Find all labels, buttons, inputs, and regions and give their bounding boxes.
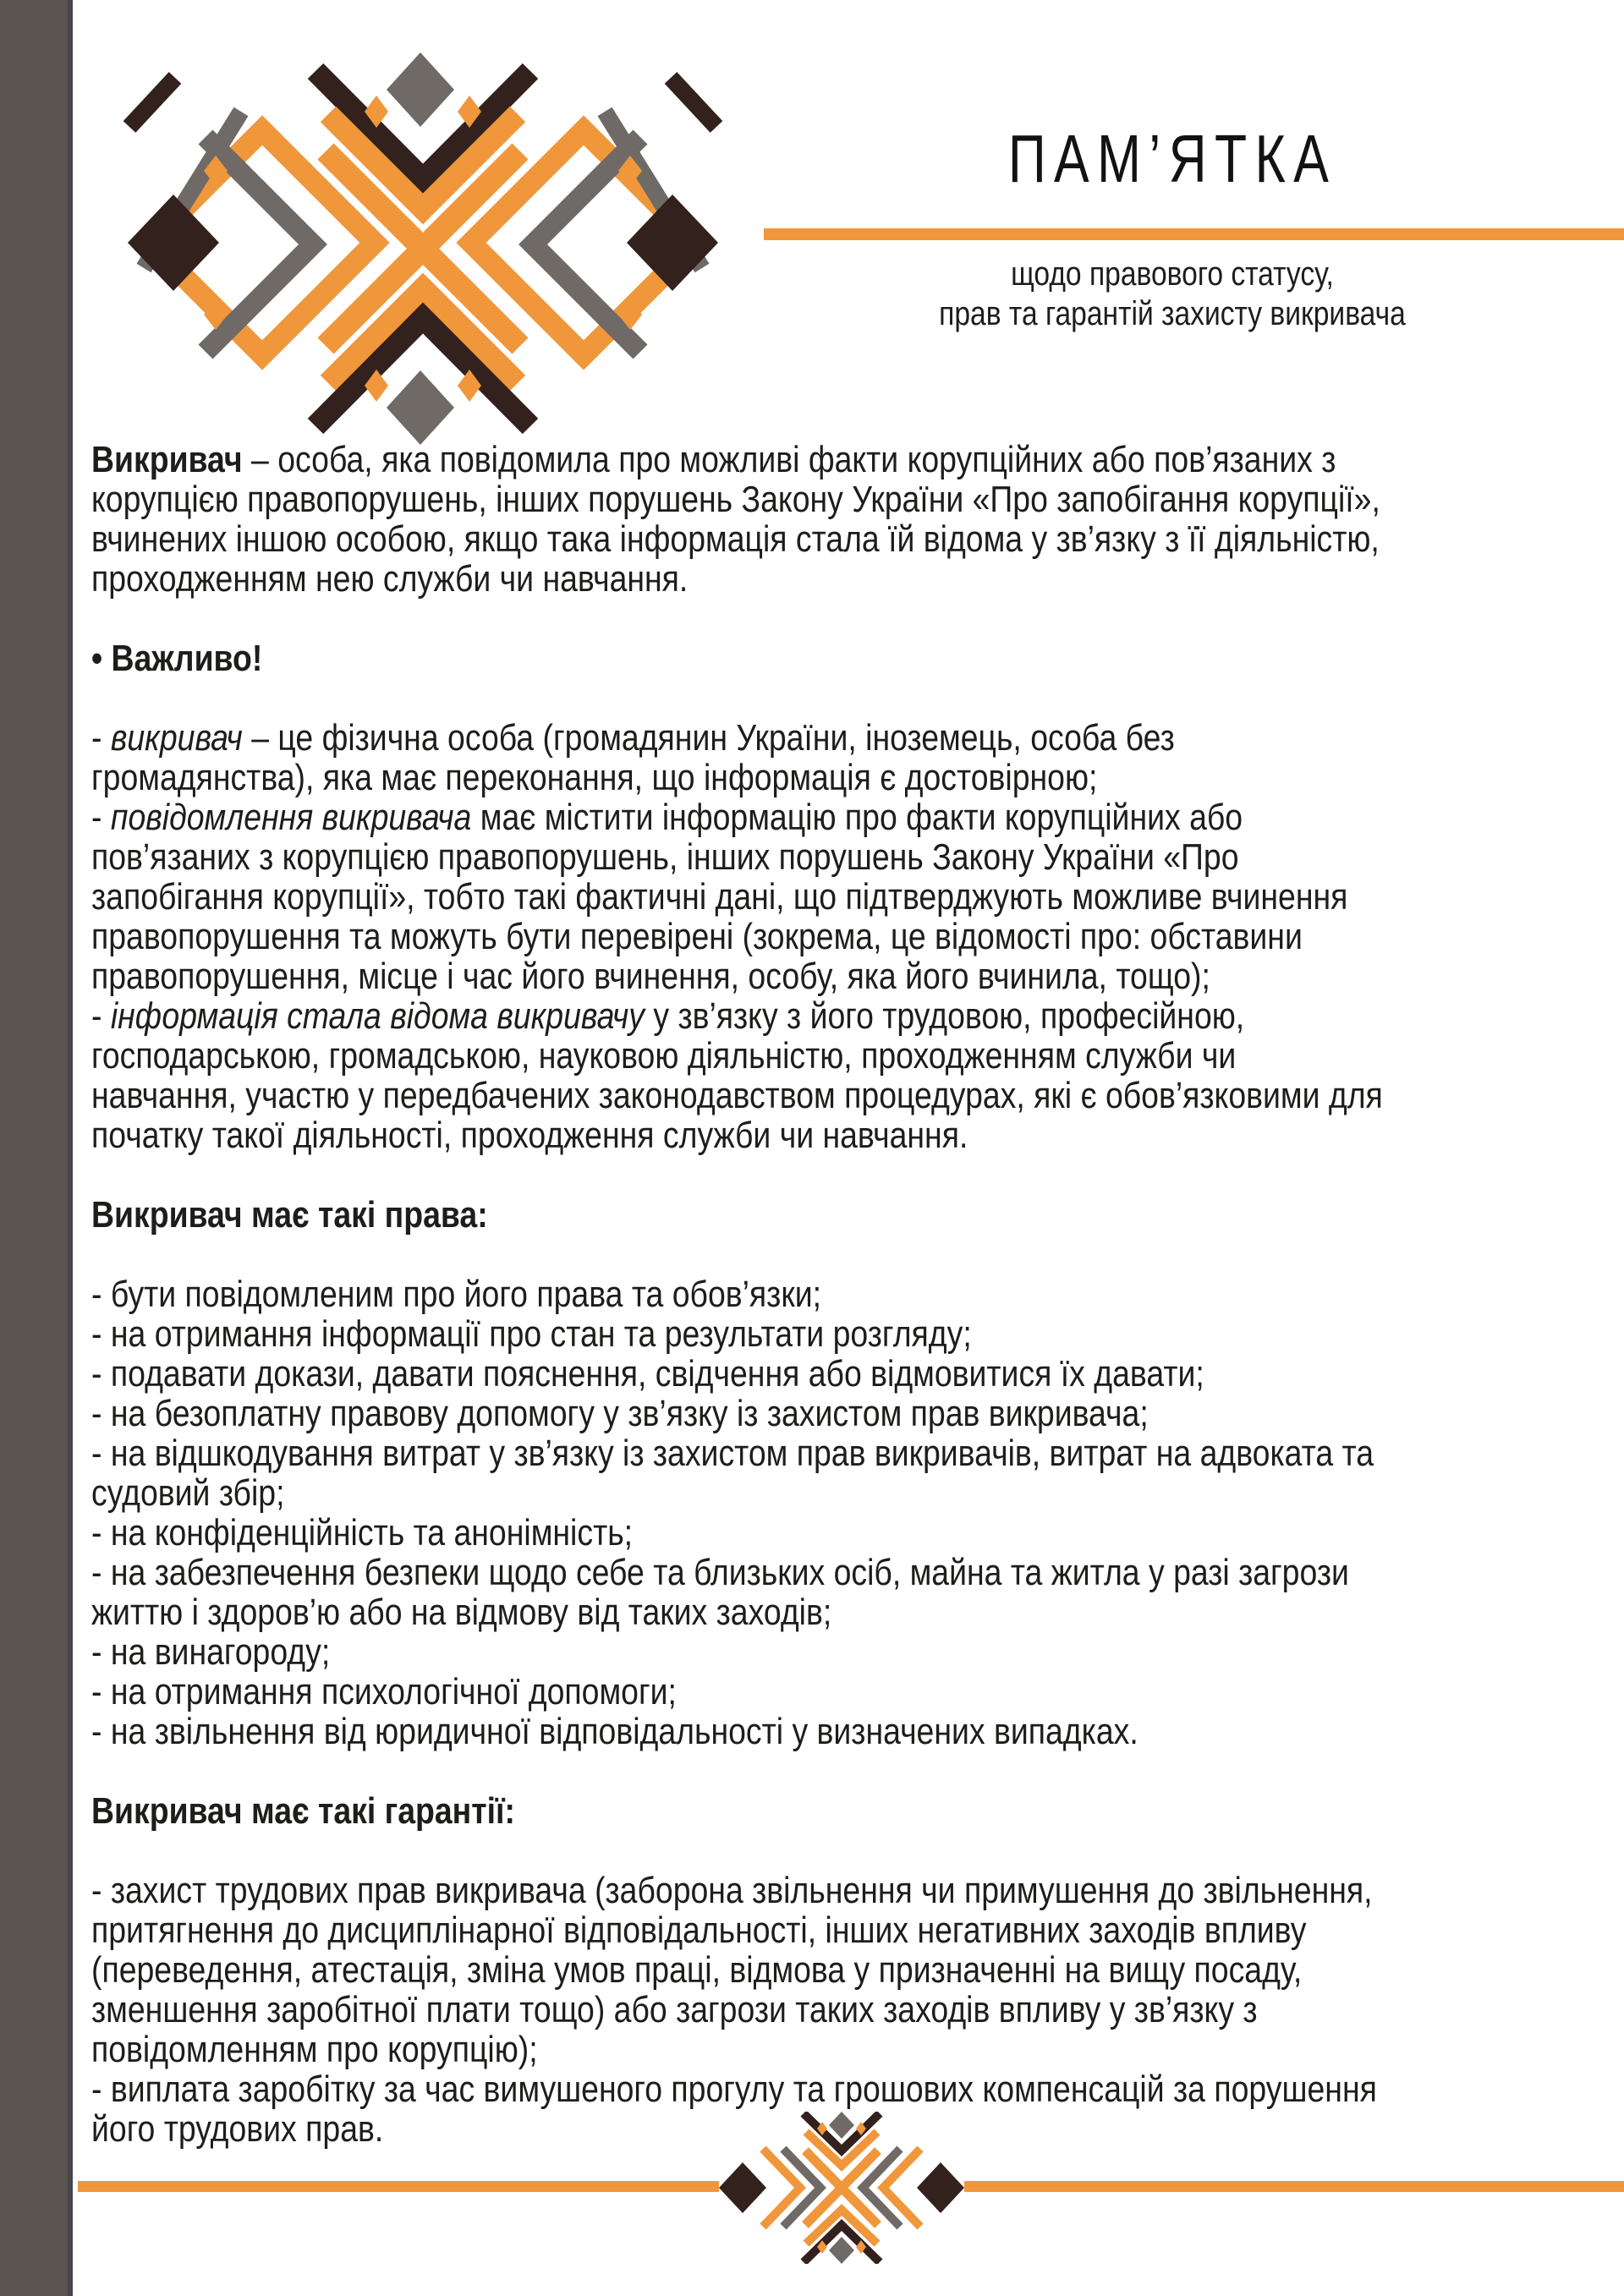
text-line: господарською, громадською, науковою діяльністю, проходженням служби чи bbox=[91, 1035, 1237, 1077]
text-line: притягнення до дисциплінарної відповідальності, інших негативних заходів впливу bbox=[91, 1910, 1307, 1951]
footer-divider-left bbox=[78, 2181, 719, 2192]
subtitle-line: прав та гарантій захисту викривача bbox=[939, 295, 1406, 332]
important-heading bbox=[91, 638, 1587, 678]
text-line: життю і здоров’ю або на відмову від таких заходів; bbox=[91, 1592, 832, 1633]
text-line: його трудових прав. bbox=[91, 2108, 384, 2150]
text-line: повідомленням про корупцію); bbox=[91, 2029, 538, 2070]
text-line: початку такої діяльності, проходження служби чи навчання. bbox=[91, 1115, 968, 1156]
left-accent-bar bbox=[0, 0, 73, 2296]
guarantees-list bbox=[91, 1871, 1587, 2149]
text-line: - на звільнення від юридичної відповідальності у визначених випадках. bbox=[91, 1711, 1138, 1752]
text-line: - на винагороду; bbox=[91, 1631, 331, 1673]
text-line: - на забезпечення безпеки щодо себе та близьких осіб, майна та житла у разі загрози bbox=[91, 1552, 1349, 1593]
text-line: навчання, участю у передбачених законодавством процедурах, які є обов’язковими для bbox=[91, 1075, 1383, 1116]
text-line: Викривач має такі гарантії: bbox=[91, 1790, 515, 1832]
text-line: - захист трудових прав викривача (заборона звільнення чи примушення до звільнення, bbox=[91, 1870, 1373, 1911]
title-divider bbox=[764, 228, 1624, 240]
text-line: - на отримання інформації про стан та результати розгляду; bbox=[91, 1313, 972, 1355]
rights-list bbox=[91, 1274, 1587, 1751]
text-line: - подавати докази, давати пояснення, свідчення або відмовитися їх давати; bbox=[91, 1353, 1204, 1395]
footer-divider-right bbox=[964, 2181, 1624, 2192]
text-line: запобігання корупції», тобто такі фактичні дані, що підтверджують можливе вчинення bbox=[91, 876, 1348, 918]
text-line: пов’язаних з корупцією правопорушень, інших порушень Закону України «Про bbox=[91, 836, 1239, 878]
text-line: - на отримання психологічної допомоги; bbox=[91, 1671, 677, 1712]
text-line: - виплата заробітку за час вимушеного прогулу та грошових компенсацій за порушення bbox=[91, 2069, 1377, 2110]
text-line: вчинених іншою особою, якщо така інформація стала їй відома у зв’язку з її діяльністю, bbox=[91, 518, 1380, 560]
page-subtitle bbox=[813, 255, 1532, 334]
text-line: - на відшкодування витрат у зв’язку із захистом прав викривачів, витрат на адвоката та bbox=[91, 1433, 1374, 1474]
text-line: - викривач – це фізична особа (громадянин України, іноземець, особа без bbox=[91, 717, 1175, 759]
text-line: • Важливо! bbox=[91, 638, 263, 679]
text-line: - повідомлення викривача має містити інформацію про факти корупційних або bbox=[91, 797, 1243, 838]
guarantees-heading bbox=[91, 1791, 1587, 1831]
text-line: корупцією правопорушень, інших порушень Закону України «Про запобігання корупції», bbox=[91, 479, 1380, 520]
text-line: правопорушення, місце і час його вчинення, особу, яка його вчинила, тощо); bbox=[91, 956, 1210, 997]
decorative-ornament-bottom-icon bbox=[719, 2112, 964, 2264]
text-line: (переведення, атестація, зміна умов праці, відмова у призначенні на вищу посаду, bbox=[91, 1949, 1303, 1991]
text-line: Викривач має такі права: bbox=[91, 1194, 488, 1236]
text-line: громадянства), яка має переконання, що інформація є достовірною; bbox=[91, 757, 1098, 798]
text-line: правопорушення та можуть бути перевірені (зокрема, це відомості про: обставини bbox=[91, 916, 1303, 957]
text-line: зменшення заробітної плати тощо) або загрози таких заходів впливу у зв’язку з bbox=[91, 1989, 1258, 2030]
text-line: Викривач – особа, яка повідомила про можливі факти корупційних або пов’язаних з bbox=[91, 439, 1336, 480]
subtitle-line: щодо правового статусу, bbox=[1011, 255, 1334, 293]
text-line: - на безоплатну правову допомогу у зв’язку із захистом прав викривача; bbox=[91, 1393, 1149, 1434]
decorative-ornament-top-icon bbox=[123, 52, 723, 446]
important-list bbox=[91, 718, 1587, 1155]
text-line: - інформація стала відома викривачу у зв’язку з його трудовою, професійною, bbox=[91, 995, 1245, 1037]
text-line: судовий збір; bbox=[91, 1472, 285, 1514]
text-line: - на конфіденційність та анонімність; bbox=[91, 1512, 634, 1553]
page-title: ПАМ’ЯТКА bbox=[1007, 121, 1337, 196]
rights-heading bbox=[91, 1195, 1587, 1235]
intro-paragraph bbox=[91, 440, 1587, 599]
text-line: проходженням нею служби чи навчання. bbox=[91, 558, 689, 600]
text-line: - бути повідомленим про його права та обов’язки; bbox=[91, 1274, 821, 1315]
document-body bbox=[91, 440, 1587, 2189]
